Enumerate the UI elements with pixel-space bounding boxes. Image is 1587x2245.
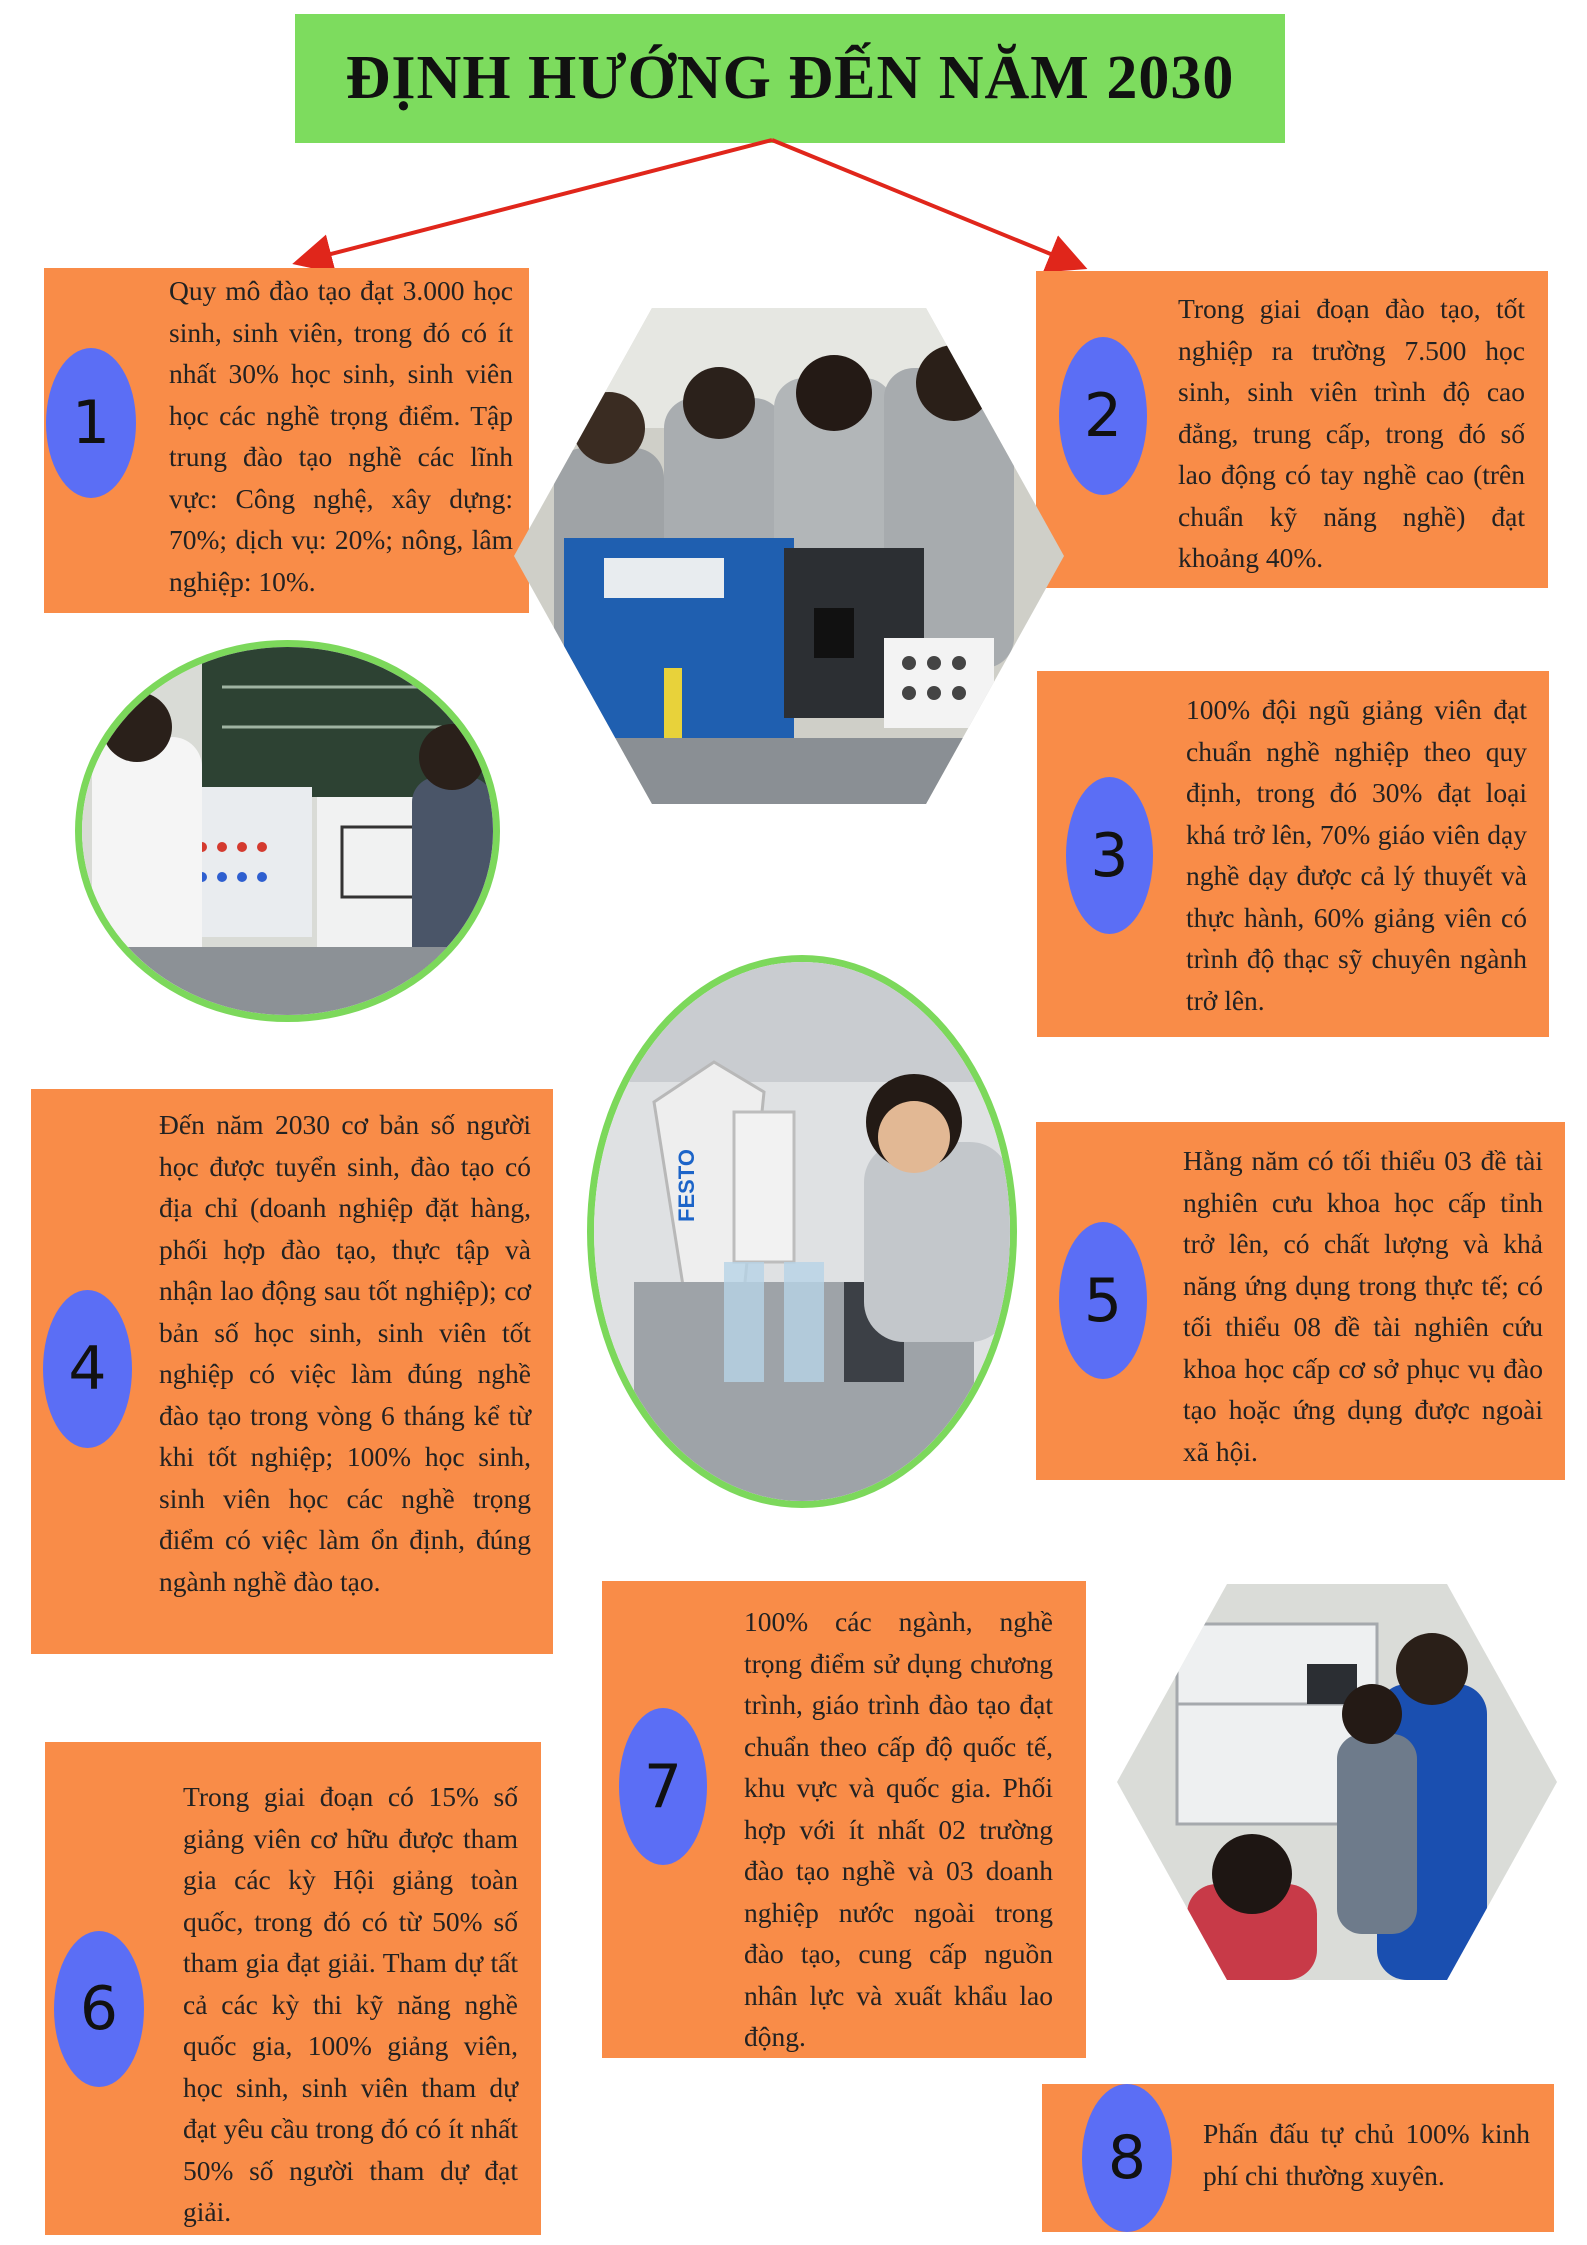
photo-robot-arm (587, 955, 1017, 1508)
item-number-badge: 5 (1059, 1222, 1147, 1379)
item-text: Đến năm 2030 cơ bản số người học được tuyển sinh, đào tạo có địa chỉ (doanh nghiệp đặt hàng, phối hợp đào tạo, thực tập và nhận lao động sau tốt nghiệp); cơ bản số học sinh, sinh viên tốt nghiệp có việc làm đúng nghề đào tạo trong vòng 6 tháng kể từ khi tốt nghiệp; 100% học sinh, sinh viên học các nghề trọng điểm có việc làm ổn định, đúng ngành nghề đào tạo. (159, 1109, 531, 1597)
page-title: ĐỊNH HƯỚNG ĐẾN NĂM 2030 (345, 44, 1235, 112)
item-text: Quy mô đào tạo đạt 3.000 học sinh, sinh viên, trong đó có ít nhất 30% học sinh, sinh viên học các nghề trọng điểm. Tập trung đào tạo nghề các lĩnh vực: Công nghệ, xây dựng: 70%; dịch vụ: 20%; nông, lâm nghiệp: 10%. (169, 275, 513, 597)
item-text: 100% đội ngũ giảng viên đạt chuẩn nghề nghiệp theo quy định, trong đó 30% đạt loại khá trở lên, 70% giáo viên dạy nghề dạy được cả lý thuyết và thực hành, 60% giảng viên có trình độ thạc sỹ chuyên ngành trở lên. (1186, 694, 1527, 1016)
item-text: Hằng năm có tối thiểu 03 đề tài nghiên cưu khoa học cấp tỉnh trở lên, có chất lượng và khả năng ứng dụng trong thực tế; có tối thiểu 08 đề tài nghiên cứu khoa học cấp cơ sở phục vụ đào tạo hoặc ứng dụng được ngoài xã hội. (1183, 1145, 1543, 1467)
item-number-badge: 2 (1059, 337, 1147, 495)
item-number-badge: 3 (1066, 777, 1153, 934)
branch-arrows (0, 0, 1587, 300)
item-card-8 (1042, 2084, 1554, 2232)
item-card-6 (45, 1742, 541, 2235)
arrow-right (772, 140, 1080, 266)
item-text: Phấn đấu tự chủ 100% kinh phí chi thường xuyên. (1203, 2118, 1530, 2191)
item-text: Trong giai đoạn đào tạo, tốt nghiệp ra trường 7.500 học sinh, sinh viên trình độ cao đẳng, trung cấp, trong đó số lao động có tay nghề cao (trên chuẩn kỹ năng nghề) đạt khoảng 40%. (1178, 293, 1525, 573)
item-number-badge: 7 (619, 1708, 707, 1865)
item-card-2 (1036, 271, 1548, 588)
photo-electrical-board (75, 640, 500, 1022)
festo-logo-text: FESTO (674, 1149, 699, 1222)
photo-engine-training (514, 308, 1064, 804)
arrow-left (300, 140, 772, 262)
item-number-badge: 4 (43, 1290, 132, 1448)
item-card-4 (31, 1089, 553, 1654)
item-number-badge: 8 (1082, 2084, 1172, 2232)
item-text: Trong giai đoạn có 15% số giảng viên cơ hữu được tham gia các kỳ Hội giảng toàn quốc, trong đó có từ 50% số tham gia đạt giải. Tham dự tất cả các kỳ thi kỹ năng nghề quốc gia, 100% giảng viên, học sinh, sinh viên tham dự đạt yêu cầu trong đó có ít nhất 50% số người tham dự đạt giải. (183, 1781, 518, 2227)
item-card-7 (602, 1581, 1086, 2058)
item-number-badge: 1 (46, 348, 136, 498)
item-card-3 (1037, 671, 1549, 1037)
item-card-1 (44, 268, 529, 613)
item-text: 100% các ngành, nghề trọng điểm sử dụng chương trình, giáo trình đào tạo đạt chuẩn theo cấp độ quốc tế, khu vực và quốc gia. Phối hợp với ít nhất 02 trường đào tạo nghề và 03 doanh nghiệp nước ngoài trong đào tạo, cung cấp nguồn nhân lực và xuất khẩu lao động. (744, 1606, 1053, 2052)
item-number-badge: 6 (54, 1931, 144, 2087)
item-card-5 (1036, 1122, 1565, 1480)
photo-electrical-cabinet (1117, 1584, 1557, 1980)
